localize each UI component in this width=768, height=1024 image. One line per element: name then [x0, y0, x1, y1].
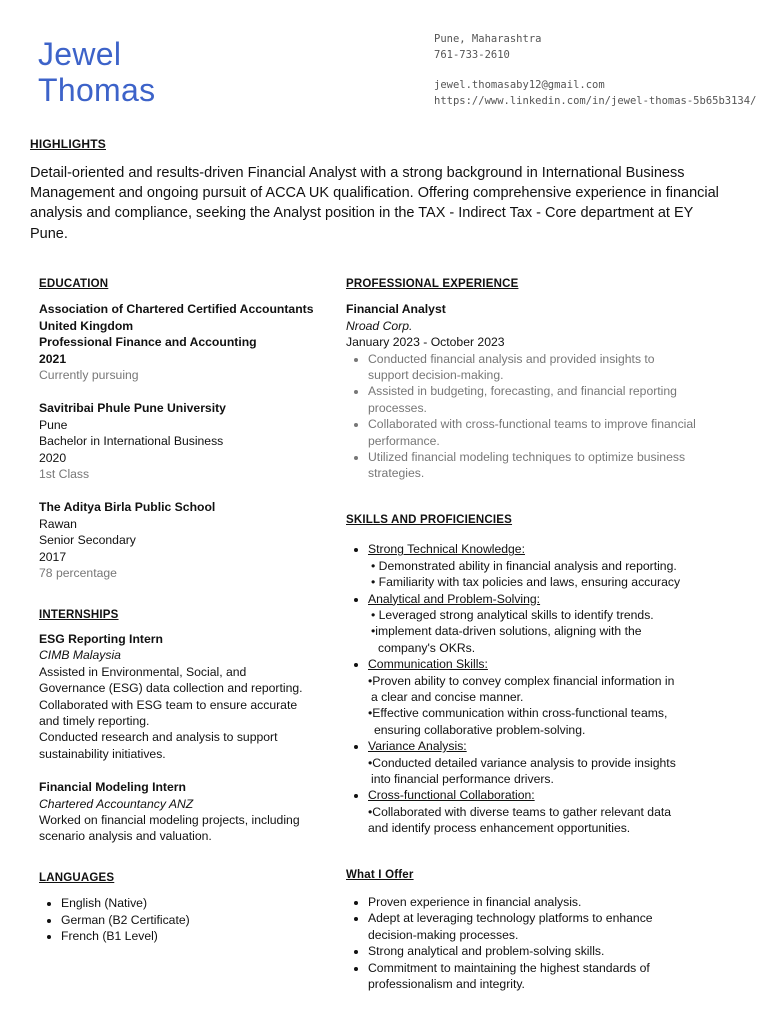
skill-detail: •Collaborated with diverse teams to gather relevant data — [368, 804, 672, 819]
highlights-summary: Detail-oriented and results-driven Financial Analyst with a strong background in International Business Management and ongoing pursuit of ACCA UK qualification. Offering comprehensive experience in financial analysis and compliance, seeking the Analyst position in the TAX - Indirect Tax - Core department at EY Pune. — [30, 165, 719, 242]
education-entry — [39, 400, 329, 482]
experience-bullet: • Assisted in budgeting, forecasting, and financial reporting processes. — [368, 383, 698, 416]
skill-detail: into financial performance drivers. — [371, 771, 554, 786]
skill-detail: •implement data-driven solutions, aligning with the — [371, 624, 642, 639]
first-name: Jewel — [38, 36, 122, 72]
offer-item: • Adept at leveraging technology platforms to enhance decision-making processes. — [368, 910, 698, 943]
intern-line: scenario analysis and valuation. — [39, 829, 212, 844]
email[interactable]: jewel.thomasaby12@gmail.com — [434, 79, 605, 91]
language-item: • English (Native) — [61, 895, 329, 911]
skill-item — [368, 541, 748, 590]
skill-item — [368, 591, 748, 657]
skill-item — [368, 738, 748, 787]
skill-category: Cross-functional Collaboration: — [368, 788, 535, 803]
candidate-name — [38, 36, 155, 108]
job-dates: January 2023 - October 2023 — [346, 335, 505, 350]
intern-line: Assisted in Environmental, Social, and — [39, 664, 247, 679]
intern-line: and timely reporting. — [39, 713, 150, 728]
offer-item: • Commitment to maintaining the highest standards of professionalism and integrity. — [368, 960, 698, 993]
education-heading: EDUCATION — [39, 278, 109, 290]
year: 2017 — [39, 549, 67, 564]
institution: Association of Chartered Certified Accountants — [39, 302, 314, 317]
experience-bullets — [346, 351, 698, 482]
intern-line: sustainability initiatives. — [39, 746, 166, 761]
linkedin-link[interactable]: https://www.linkedin.com/in/jewel-thomas-5b65b3134/ — [434, 94, 757, 107]
place: Pune — [39, 417, 68, 432]
education-entry — [39, 301, 329, 383]
note: 1st Class — [39, 467, 90, 482]
intern-role: ESG Reporting Intern — [39, 631, 163, 646]
languages-heading: LANGUAGES — [39, 871, 115, 884]
job-title: Financial Analyst — [346, 302, 446, 317]
right-column — [346, 276, 716, 992]
location: Pune, Maharashtra — [434, 33, 542, 45]
languages-list — [39, 895, 329, 944]
skills-heading: SKILLS AND PROFICIENCIES — [346, 513, 513, 526]
skills-list — [346, 541, 748, 836]
experience-bullet: • Utilized financial modeling techniques to optimize business strategies. — [368, 449, 698, 482]
place: Rawan — [39, 516, 77, 531]
intern-line: Conducted research and analysis to support — [39, 730, 278, 745]
skill-detail: ensuring collaborative problem-solving. — [374, 722, 586, 737]
place: United Kingdom — [39, 318, 134, 333]
highlights-heading: HIGHLIGHTS — [30, 137, 106, 151]
internships-heading: INTERNSHIPS — [39, 608, 119, 621]
skill-detail: company's OKRs. — [378, 640, 476, 655]
intern-line: Governance (ESG) data collection and reporting. — [39, 681, 303, 696]
internship-entry — [39, 631, 329, 762]
offer-item: • Proven experience in financial analysis. — [368, 894, 698, 910]
offer-heading: What I Offer — [346, 868, 414, 881]
contact-block — [434, 32, 756, 109]
left-column — [39, 276, 329, 944]
note: Currently pursuing — [39, 368, 139, 383]
internship-entry — [39, 779, 329, 845]
program: Senior Secondary — [39, 533, 136, 548]
education-entry — [39, 499, 329, 581]
skill-detail: • Demonstrated ability in financial analysis and reporting. — [371, 558, 677, 573]
skill-detail: and identify process enhancement opportunities. — [368, 821, 631, 836]
offer-list — [346, 894, 698, 992]
intern-company: Chartered Accountancy ANZ — [39, 796, 194, 811]
skill-detail: •Conducted detailed variance analysis to provide insights — [368, 755, 676, 770]
program: Bachelor in International Business — [39, 434, 224, 449]
last-name: Thomas — [38, 72, 156, 108]
skill-category: Strong Technical Knowledge: — [368, 542, 525, 557]
year: 2020 — [39, 450, 67, 465]
program: Professional Finance and Accounting — [39, 335, 257, 350]
experience-bullet: • Conducted financial analysis and provided insights to support decision-making. — [368, 351, 698, 384]
skill-category: Communication Skills: — [368, 657, 488, 672]
institution: The Aditya Birla Public School — [39, 500, 216, 515]
job-company: Nroad Corp. — [346, 318, 413, 333]
skill-detail: •Proven ability to convey complex financial information in — [368, 673, 675, 688]
skill-category: Variance Analysis: — [368, 739, 467, 754]
skill-category: Analytical and Problem-Solving: — [368, 591, 541, 606]
experience-bullet: • Collaborated with cross-functional teams to improve financial performance. — [368, 416, 698, 449]
skill-detail: • Leveraged strong analytical skills to identify trends. — [371, 607, 654, 622]
language-item: • French (B1 Level) — [61, 928, 329, 944]
year: 2021 — [39, 351, 67, 366]
skill-detail: •Effective communication within cross-functional teams, — [368, 706, 668, 721]
skill-detail: • Familiarity with tax policies and laws, ensuring accuracy — [371, 575, 681, 590]
experience-heading: PROFESSIONAL EXPERIENCE — [346, 278, 519, 290]
intern-company: CIMB Malaysia — [39, 648, 121, 663]
language-item: • German (B2 Certificate) — [61, 912, 329, 928]
skill-item — [368, 656, 748, 738]
intern-line: Collaborated with ESG team to ensure accurate — [39, 697, 298, 712]
note: 78 percentage — [39, 566, 117, 581]
skill-item — [368, 787, 748, 836]
institution: Savitribai Phule Pune University — [39, 401, 226, 416]
offer-item: • Strong analytical and problem-solving skills. — [368, 943, 698, 959]
intern-line: Worked on financial modeling projects, including — [39, 812, 300, 827]
phone: 761-733-2610 — [434, 48, 510, 61]
skill-detail: a clear and concise manner. — [371, 689, 524, 704]
intern-role: Financial Modeling Intern — [39, 780, 186, 795]
